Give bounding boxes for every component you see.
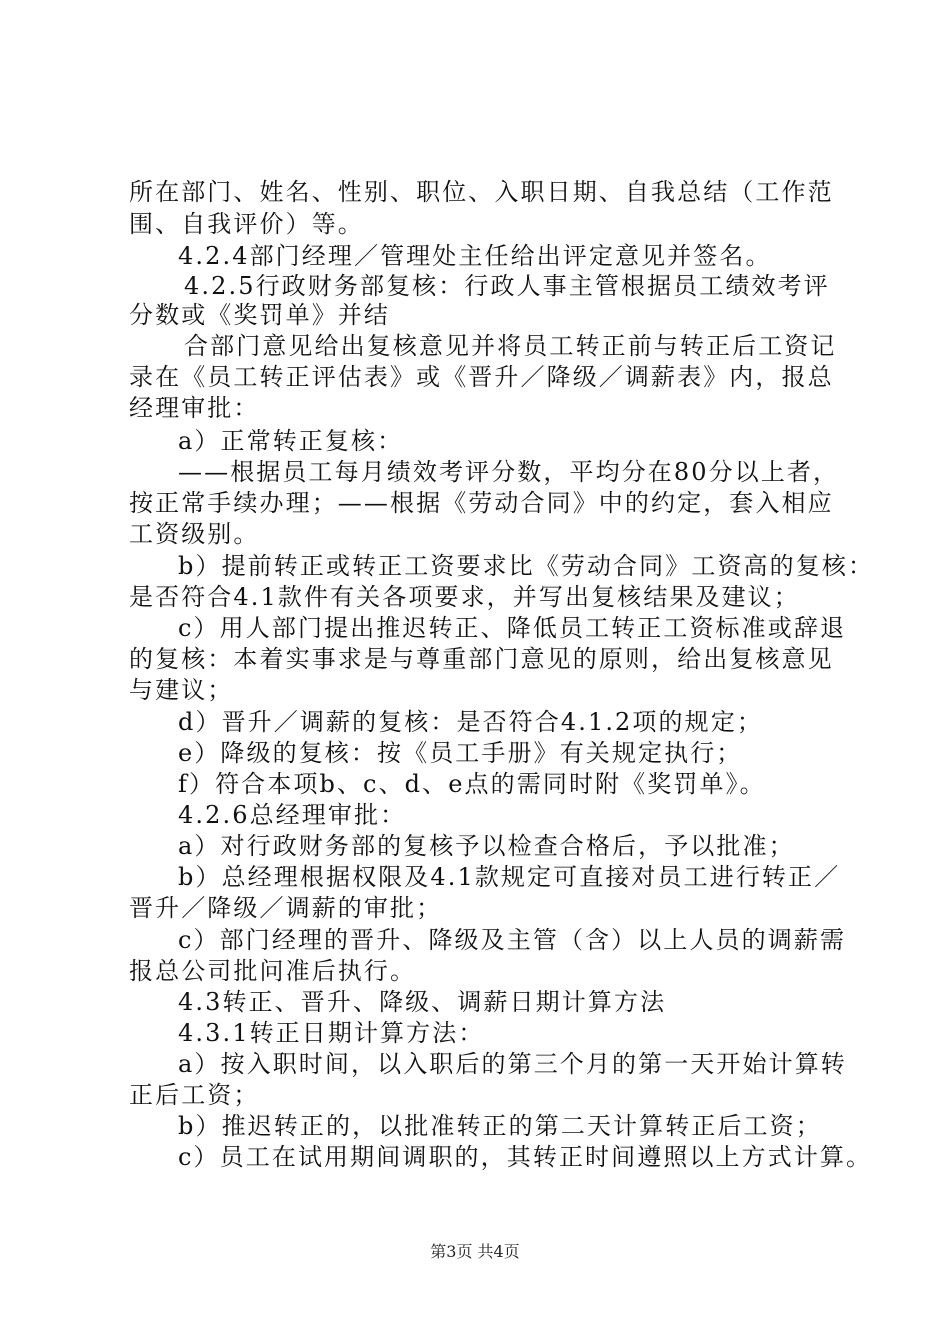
text-line: 与建议； <box>129 676 234 704</box>
text-line: ——根据员工每月绩效考评分数，平均分在80分以上者， <box>178 458 840 486</box>
text-line: b）总经理根据权限及4.1款规定可直接对员工进行转正／ <box>178 863 841 891</box>
text-line: e）降级的复核：按《员工手册》有关规定执行； <box>178 739 743 767</box>
text-line: 的复核：本着实事求是与尊重部门意见的原则，给出复核意见 <box>129 645 834 673</box>
page-number-footer: 第3页 共4页 <box>430 1242 520 1261</box>
text-line: 录在《员工转正评估表》或《晋升／降级／调薪表》内，报总 <box>129 363 834 391</box>
text-line: 4.3.1转正日期计算方法： <box>178 1019 485 1047</box>
text-line: 工资级别。 <box>129 520 260 548</box>
text-line: 按正常手续办理；——根据《劳动合同》中的约定，套入相应 <box>129 489 834 517</box>
text-line: b）推迟转正的，以批准转正的第二天计算转正后工资； <box>178 1112 822 1140</box>
text-line: b）提前转正或转正工资要求比《劳动合同》工资高的复核： <box>178 552 875 580</box>
text-line: 晋升／降级／调薪的审批； <box>129 894 443 922</box>
text-line: 围、自我评价）等。 <box>129 210 364 238</box>
text-line: 正后工资； <box>129 1081 260 1109</box>
text-line: d）晋升／调薪的复核：是否符合4.1.2项的规定； <box>178 708 763 736</box>
text-line: 是否符合4.1款件有关各项要求，并写出复核结果及建议； <box>129 583 800 611</box>
text-line: a）按入职时间，以入职后的第三个月的第一天开始计算转 <box>178 1050 847 1078</box>
text-line: a）对行政财务部的复核予以检查合格后，予以批准； <box>178 832 795 860</box>
text-line: c）用人部门提出推迟转正、降低员工转正工资标准或辞退 <box>178 614 847 642</box>
text-line: a）正常转正复核： <box>178 427 404 455</box>
text-line: 所在部门、姓名、性别、职位、入职日期、自我总结（工作范 <box>129 178 834 206</box>
text-line: 经理审批： <box>129 394 260 422</box>
text-line: 4.2.6总经理审批： <box>178 801 407 829</box>
text-line: 4.2.4部门经理／管理处主任给出评定意见并签名。 <box>178 242 772 270</box>
text-line: 合部门意见给出复核意见并将员工转正前与转正后工资记 <box>184 332 837 360</box>
text-line: c）员工在试用期间调职的，其转正时间遵照以上方式计算。 <box>178 1143 873 1171</box>
text-line: f）符合本项b、c、d、e点的需同时附《奖罚单》。 <box>178 770 766 798</box>
text-line: 4.3转正、晋升、降级、调薪日期计算方法 <box>178 988 667 1016</box>
text-line: 报总公司批问准后执行。 <box>129 957 417 985</box>
text-line: c）部门经理的晋升、降级及主管（含）以上人员的调薪需 <box>178 926 847 954</box>
text-line: 分数或《奖罚单》并结 <box>129 301 390 329</box>
text-line: 4.2.5行政财务部复核：行政人事主管根据员工绩效考评 <box>184 272 830 300</box>
